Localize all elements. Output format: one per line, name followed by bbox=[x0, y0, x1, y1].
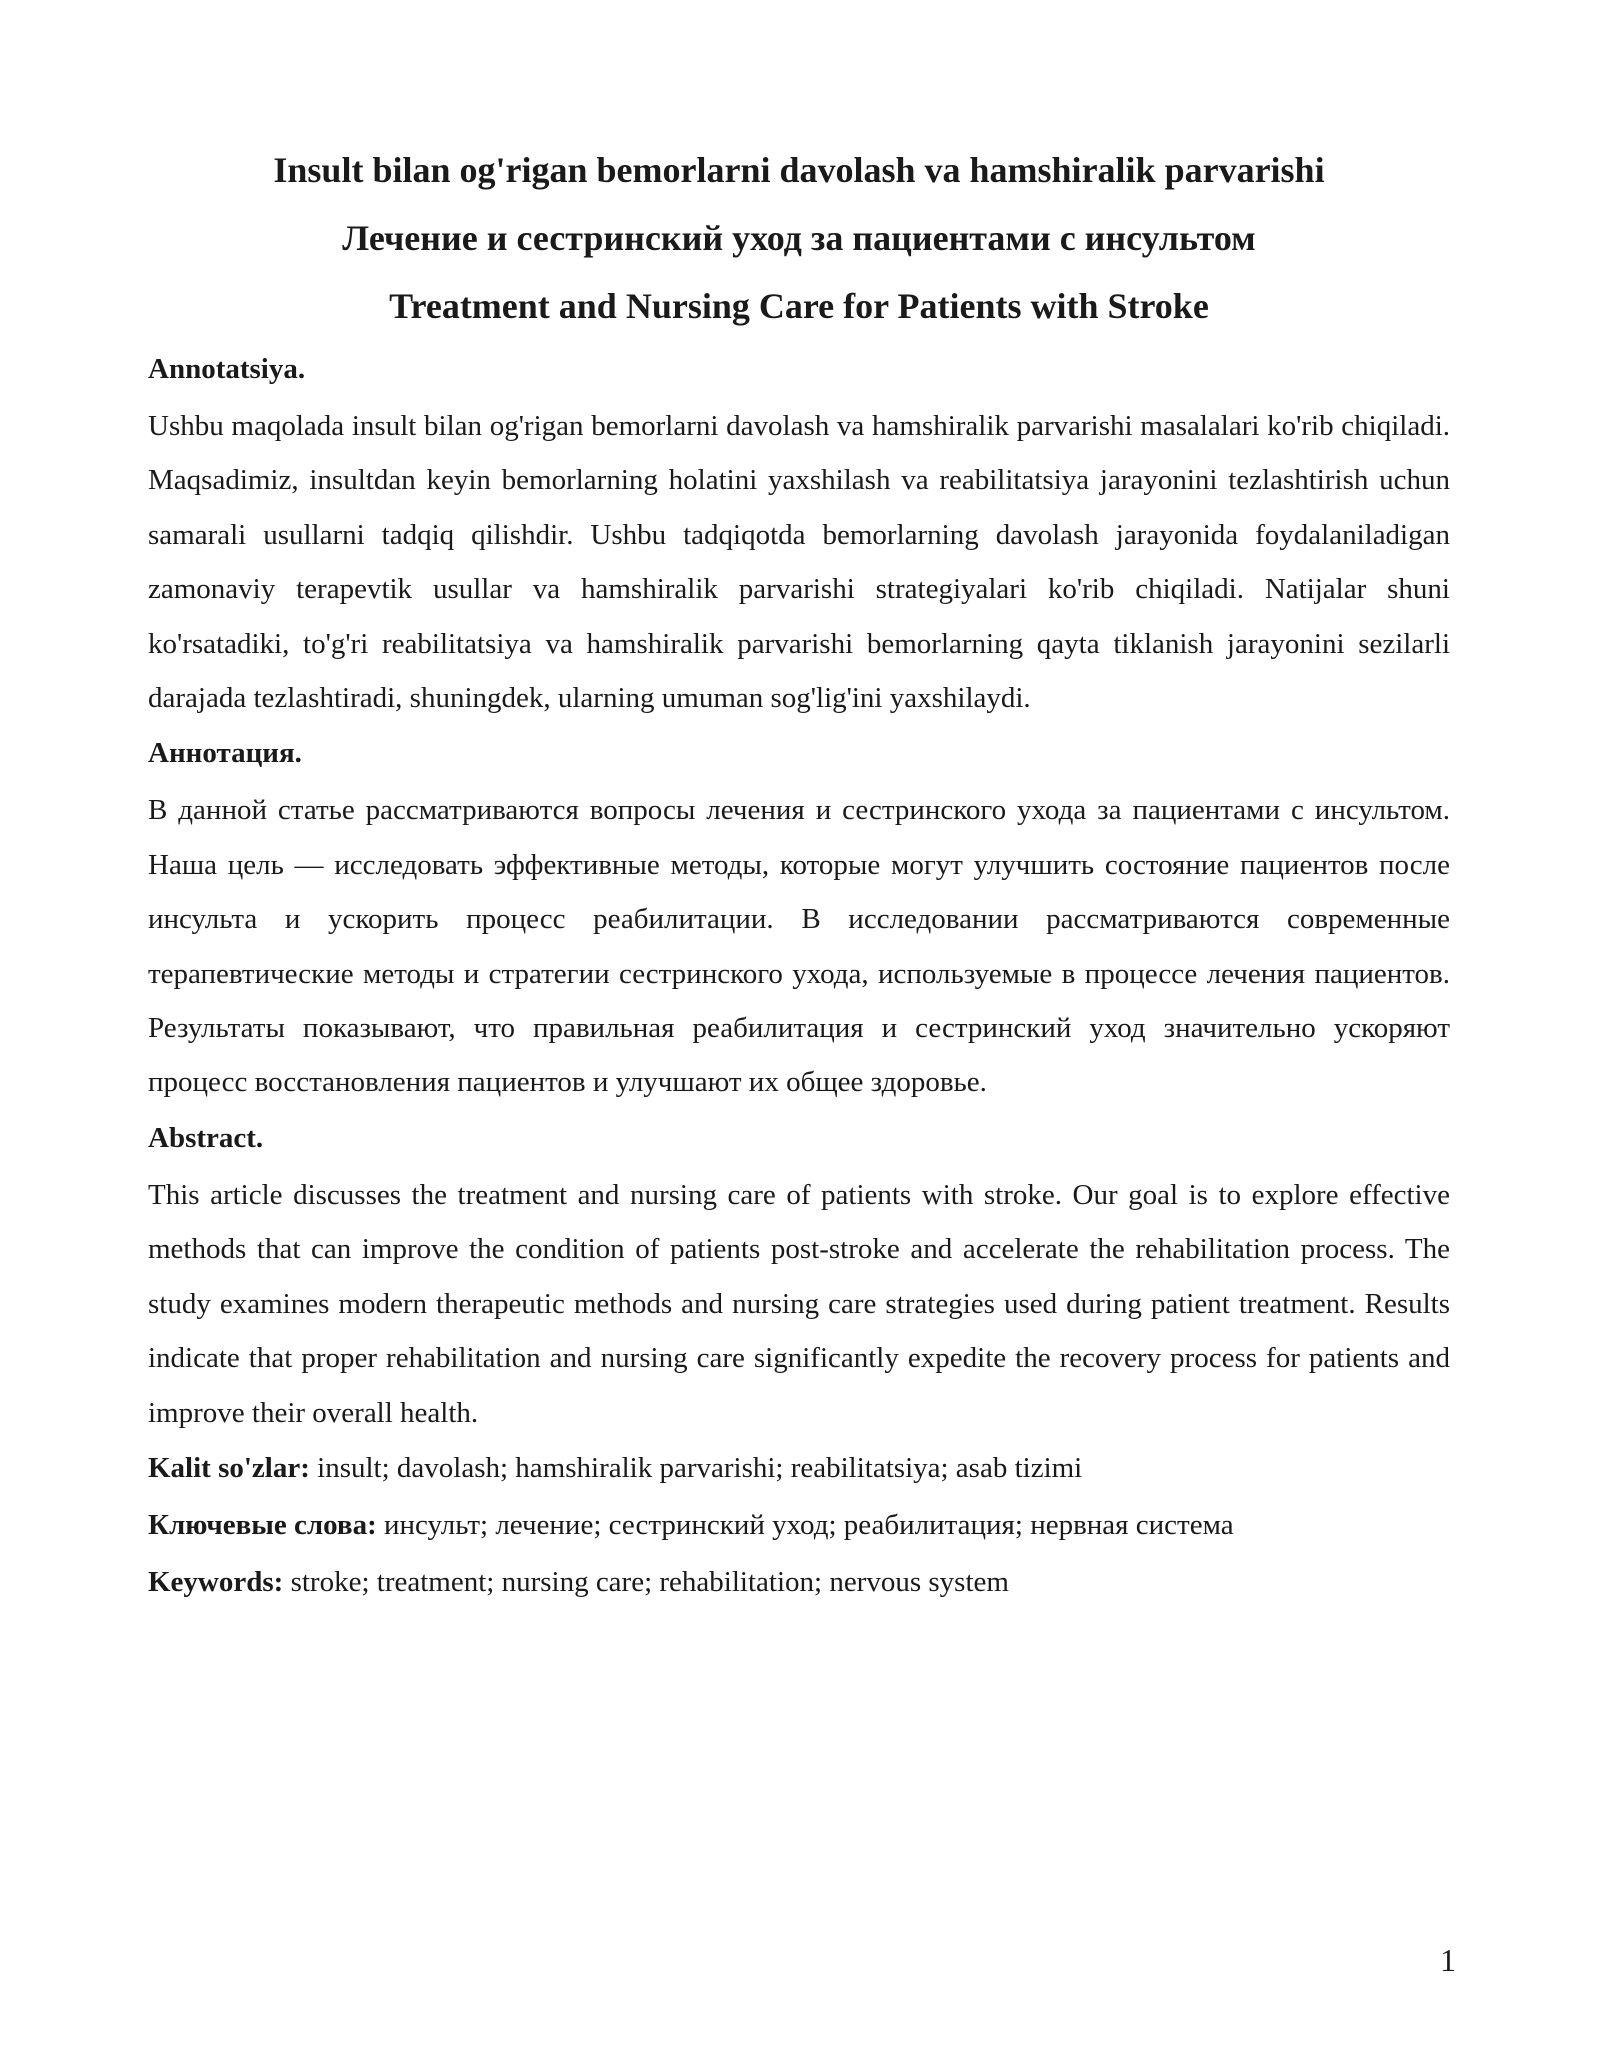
keywords-en-text: stroke; treatment; nursing care; rehabilitation; nervous system bbox=[283, 1565, 1009, 1598]
abstract-en-text: This article discusses the treatment and nursing care of patients with stroke. Our goal is to explore effective methods that can improve the condition of patients post-stroke and accelerate the rehabilitation process. The study examines modern therapeutic methods and nursing care strategies used during patient treatment. Results indicate that proper rehabilitation and nursing care significantly expedite the recovery process for patients and improve their overall health. bbox=[148, 1178, 1450, 1429]
keywords-uz-label: Kalit so'zlar: bbox=[148, 1451, 310, 1484]
keywords-ru-label: Ключевые слова: bbox=[148, 1508, 377, 1541]
keywords-ru bbox=[148, 1505, 1450, 1562]
keywords-uz bbox=[148, 1448, 1450, 1505]
page-number: 1 bbox=[1440, 1942, 1456, 1978]
annotation-ru-text: В данной статье рассматриваются вопросы лечения и сестринского ухода за пациентами с инсультом. Наша цель — исследовать эффективные методы, которые могут улучшить состояние пациентов после инсульта и ускорить процесс реабилитации. В исследовании рассматриваются современные терапевтические методы и стратегии сестринского ухода, используемые в процессе лечения пациентов. Результаты показывают, что правильная реабилитация и сестринский уход значительно ускоряют процесс восстановления пациентов и улучшают их общее здоровье. bbox=[148, 794, 1450, 1099]
keywords-en bbox=[148, 1562, 1450, 1619]
annotation-ru-heading: Аннотация. bbox=[148, 737, 302, 770]
keywords-en-label: Keywords: bbox=[148, 1565, 284, 1598]
annotation-uz-heading: Annotatsiya. bbox=[148, 353, 306, 385]
title-english: Treatment and Nursing Care for Patients with Stroke bbox=[389, 286, 1209, 326]
title-uzbek: Insult bilan og'rigan bemorlarni davolash va hamshiralik parvarishi bbox=[273, 150, 1325, 190]
page-content bbox=[148, 145, 1450, 1619]
annotation-uz-text: Ushbu maqolada insult bilan og'rigan bemorlarni davolash va hamshiralik parvarishi masalalari ko'rib chiqiladi. Maqsadimiz, insultdan keyin bemorlarning holatini yaxshilash va reabilitatsiya jarayonini tezlashtirish uchun samarali usullarni tadqiq qilishdir. Ushbu tadqiqotda bemorlarning davolash jarayonida foydalaniladigan zamonaviy terapevtik usullar va hamshiralik parvarishi strategiyalari ko'rib chiqiladi. Natijalar shuni ko'rsatadiki, to'g'ri reabilitatsiya va hamshiralik parvarishi bemorlarning qayta tiklanish jarayonini sezilarli darajada tezlashtiradi, shuningdek, ularning umuman sog'lig'ini yaxshilaydi. bbox=[148, 410, 1450, 715]
title-russian: Лечение и сестринский уход за пациентами с инсультом bbox=[342, 218, 1256, 258]
keywords-ru-text: инсульт; лечение; сестринский уход; реабилитация; нервная система bbox=[376, 1508, 1234, 1541]
abstract-en-heading: Abstract. bbox=[148, 1121, 264, 1154]
keywords-uz-text: insult; davolash; hamshiralik parvarishi; reabilitatsiya; asab tizimi bbox=[309, 1451, 1083, 1484]
